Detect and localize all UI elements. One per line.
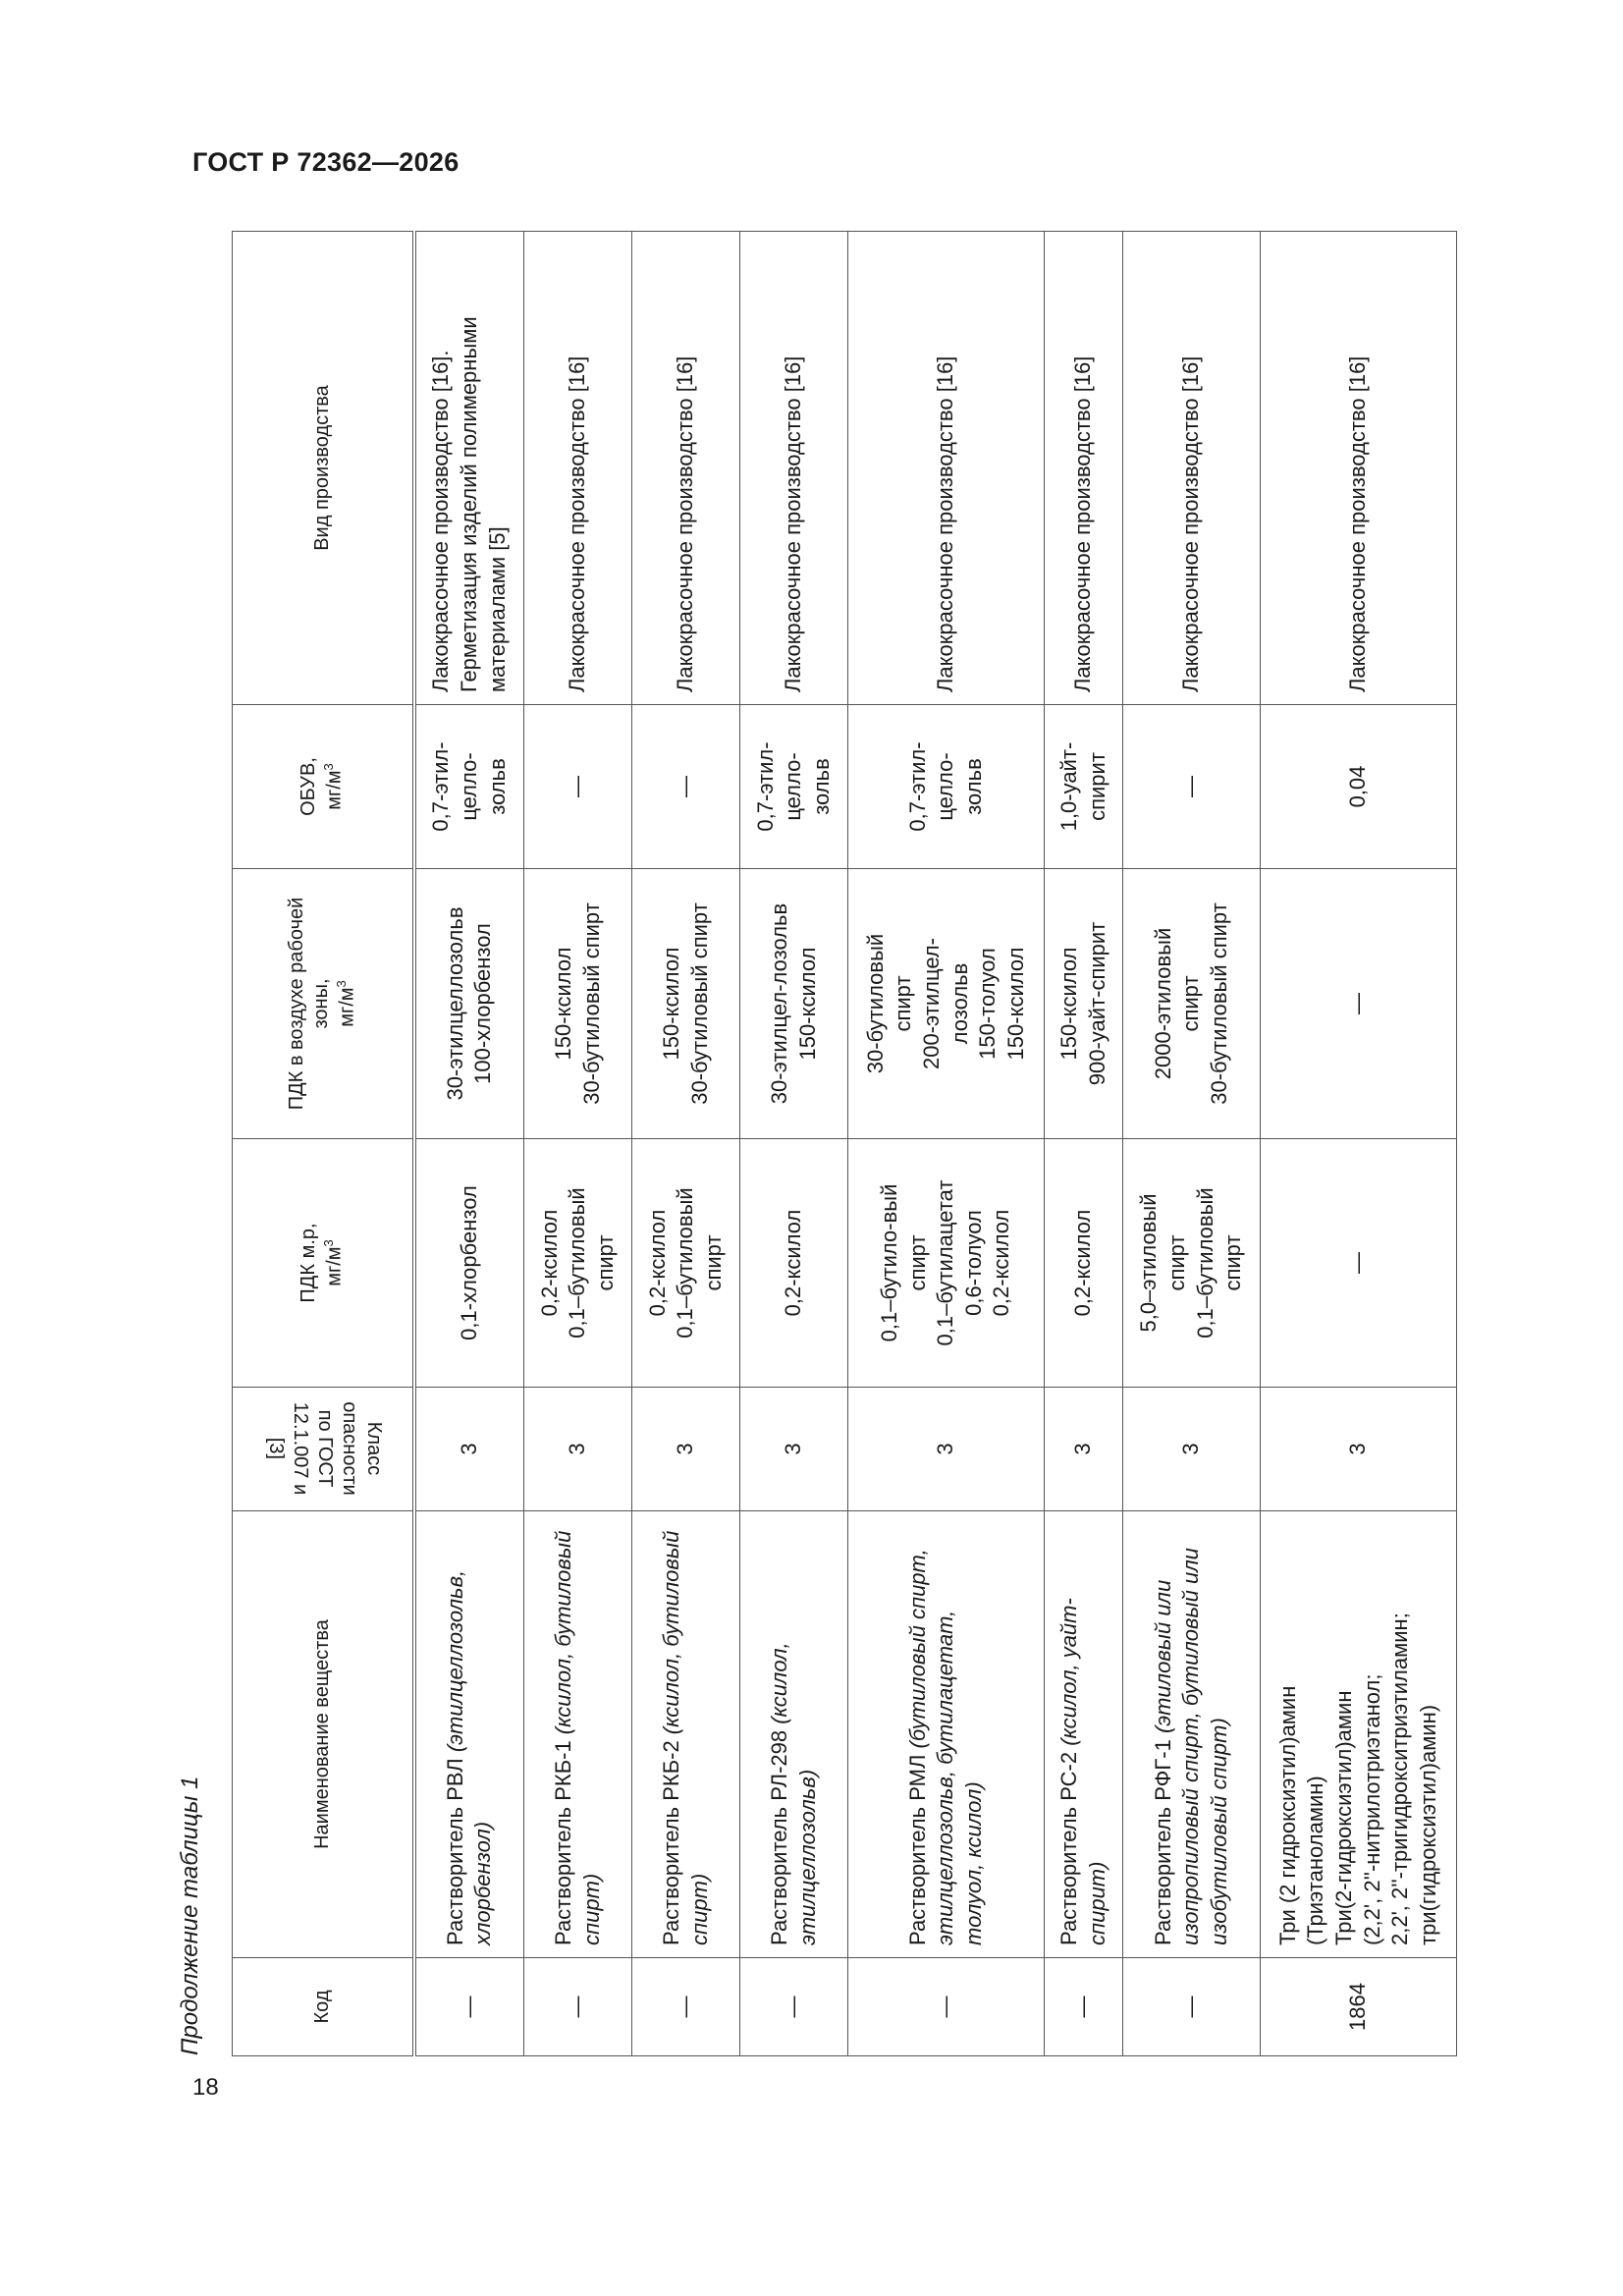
pdk-mr-line: спирт (1220, 1234, 1246, 1291)
pdk-mr-line: 5,0–этиловый (1136, 1193, 1162, 1333)
pdk-air-line: — (1345, 993, 1371, 1014)
header-pdk-air-label: ПДК в воздухе рабочей зоны, (285, 897, 332, 1111)
cell-hazard-class: 3 (1261, 1388, 1457, 1511)
cell-pdk-mr (414, 1139, 524, 1388)
cell-pdk-mr (848, 1139, 1045, 1388)
cell-hazard-class: 3 (1123, 1388, 1261, 1511)
pdk-air-line: 150-ксилол (658, 947, 683, 1061)
substance-components: (этилцеллозольв, хлорбензол) (442, 1569, 496, 1945)
substance-name: Растворитель РС-2 (1055, 1745, 1081, 1945)
obuv-line: зольв (808, 758, 834, 815)
header-obuv (233, 705, 414, 869)
cell-substance-name (1123, 1511, 1261, 1958)
cell-substance-name (414, 1511, 524, 1958)
cell-obuv (414, 705, 524, 869)
pdk-mr-line: 0,2-ксилол (536, 1209, 562, 1317)
table-row (632, 232, 740, 2056)
cell-pdk-air (524, 869, 632, 1139)
cell-production (1123, 232, 1261, 705)
header-production: Вид производства (233, 232, 414, 705)
pdk-mr-line: 0,1–бутиловый (673, 1187, 698, 1339)
cell-code: — (1123, 1958, 1261, 2056)
page-number: 18 (192, 2074, 219, 2101)
production-line: Лакокрасочное производство [16] (1178, 355, 1204, 692)
pdk-air-line: 900-уайт-спирит (1084, 921, 1109, 1086)
table-header-row (233, 232, 414, 2056)
production-line: Лакокрасочное производство [16] (1070, 355, 1096, 692)
cell-hazard-class: 3 (524, 1388, 632, 1511)
cell-production (1045, 232, 1123, 705)
production-line: Лакокрасочное производство [16] (933, 355, 958, 692)
pdk-air-line: 100-хлорбензол (470, 923, 496, 1084)
substance-components: (ксилол, этилцеллозольв) (766, 1642, 820, 1945)
cell-production (1261, 232, 1457, 705)
substance-name: Растворитель РКБ-2 (658, 1734, 683, 1945)
obuv-line: 1,0-уайт- (1055, 741, 1081, 832)
cell-obuv (1123, 705, 1261, 869)
pdk-mr-line: 0,1–бутиловый (1192, 1187, 1217, 1339)
production-line: Лакокрасочное производство [16] (1345, 355, 1371, 692)
pdk-mr-line: 0,1–бутиловый (565, 1187, 590, 1339)
pdk-mr-line: 0,1–бутилацетат (933, 1179, 958, 1346)
table-row (848, 232, 1045, 2056)
cell-pdk-air (1261, 869, 1457, 1139)
obuv-line: зольв (960, 758, 986, 815)
header-obuv-label: ОБУВ, (298, 757, 320, 816)
production-line: Лакокрасочное производство [16]. (428, 350, 454, 692)
pdk-air-line: 200-этилцел- (918, 938, 944, 1069)
pdk-air-line: 150-ксилол (1055, 947, 1081, 1061)
cell-pdk-mr (632, 1139, 740, 1388)
table-frame (232, 232, 1457, 2056)
cell-substance-name (740, 1511, 848, 1958)
substance-components: (бутиловый спирт, этилцеллозольв, бутилацетат, толуол, ксилол) (904, 1549, 986, 1945)
header-pdk-mr-unit (321, 1151, 348, 1375)
pdk-mr-line: спирт (592, 1234, 618, 1291)
document-header: ГОСТ Р 72362—2026 (192, 147, 460, 177)
substance-name-line: три(гидроксиэтил)амин) (1415, 1704, 1440, 1945)
cell-code: — (1045, 1958, 1123, 2056)
production-line: Герметизация изделий полимерными материалами [5] (456, 316, 510, 692)
cell-production (414, 232, 524, 705)
cell-code: 1864 (1261, 1958, 1457, 2056)
cell-obuv (524, 705, 632, 869)
substance-name: Растворитель РФГ-1 (1150, 1733, 1175, 1945)
unit-power: 3 (321, 763, 337, 771)
obuv-line: целло- (456, 752, 481, 821)
production-line: Лакокрасочное производство [16] (673, 355, 698, 692)
cell-hazard-class: 3 (1045, 1388, 1123, 1511)
pdk-air-line: 30-этилцеллозольв (442, 906, 467, 1101)
obuv-line: 0,7-этил- (904, 741, 930, 832)
substance-components: (ксилол, бутиловый спирт) (550, 1530, 604, 1945)
obuv-line: 0,04 (1345, 765, 1371, 808)
substance-name-line: Три(2-гидроксиэтил)амин (1330, 1690, 1356, 1945)
cell-pdk-air (632, 869, 740, 1139)
header-obuv-unit (321, 717, 348, 856)
pdk-mr-line: 0,2-ксилол (1070, 1209, 1096, 1317)
cell-hazard-class: 3 (848, 1388, 1045, 1511)
cell-hazard-class: 3 (632, 1388, 740, 1511)
cell-substance-name (848, 1511, 1045, 1958)
pdk-mr-line: 0,2-ксилол (781, 1209, 806, 1317)
table-row (740, 232, 848, 2056)
cell-substance-name (1261, 1511, 1457, 1958)
unit-text: мг/м (324, 1246, 347, 1286)
table-row (1045, 232, 1123, 2056)
production-line: Лакокрасочное производство [16] (565, 355, 590, 692)
header-pdk-air (233, 869, 414, 1139)
cell-hazard-class: 3 (740, 1388, 848, 1511)
header-pdk-air-unit (334, 881, 360, 1126)
cell-obuv (632, 705, 740, 869)
pdk-mr-line: спирт (904, 1234, 930, 1291)
cell-pdk-mr (1045, 1139, 1123, 1388)
substance-name-line: (2,2', 2''-нитрилотриэтанол; (1359, 1673, 1384, 1945)
obuv-line: — (565, 776, 590, 797)
header-hazard-class: Класс опасности по ГОСТ 12.1.007 и [3] (233, 1388, 414, 1511)
cell-code: — (848, 1958, 1045, 2056)
production-line: Лакокрасочное производство [16] (781, 355, 806, 692)
obuv-line: спирит (1084, 752, 1109, 821)
cell-obuv (1045, 705, 1123, 869)
hazard-substances-table (232, 231, 1457, 2056)
cell-hazard-class: 3 (414, 1388, 524, 1511)
pdk-air-line: 30-этилцел-лозольв (766, 902, 791, 1105)
cell-pdk-air (1045, 869, 1123, 1139)
cell-pdk-air (414, 869, 524, 1139)
unit-power: 3 (333, 980, 349, 988)
pdk-mr-line: 0,1–бутило-вый (877, 1183, 902, 1342)
rotated-table-wrapper (232, 232, 1457, 2056)
obuv-line: 0,7-этил- (428, 741, 454, 832)
header-code: Код (233, 1958, 414, 2056)
cell-code: — (632, 1958, 740, 2056)
cell-code: — (740, 1958, 848, 2056)
cell-substance-name (632, 1511, 740, 1958)
substance-name: Растворитель РКБ-1 (550, 1734, 575, 1945)
cell-pdk-mr (1261, 1139, 1457, 1388)
pdk-air-line: спирт (891, 975, 916, 1032)
cell-pdk-mr (740, 1139, 848, 1388)
cell-substance-name (1045, 1511, 1123, 1958)
pdk-air-line: 30-бутиловый спирт (1206, 902, 1231, 1105)
obuv-line: целло- (781, 752, 806, 821)
unit-text: мг/м (336, 987, 358, 1027)
pdk-mr-line: 0,1-хлорбензол (456, 1185, 481, 1340)
cell-pdk-air (740, 869, 848, 1139)
pdk-mr-line: 0,2-ксилол (989, 1209, 1014, 1317)
pdk-air-line: 150-толуол (975, 948, 1001, 1060)
substance-name: Растворитель РМЛ (904, 1748, 930, 1945)
pdk-air-line: 30-бутиловый (862, 933, 888, 1074)
cell-pdk-mr (524, 1139, 632, 1388)
cell-production (524, 232, 632, 705)
pdk-mr-line: 0,2-ксилол (644, 1209, 670, 1317)
substance-name-line: 2,2', 2''-тригидрокситриэтиламин; (1387, 1613, 1413, 1945)
substance-name-line: Три (2 гидроксиэтил)амин (1274, 1685, 1300, 1945)
substance-name: Растворитель РЛ-298 (766, 1723, 791, 1945)
cell-obuv (1261, 705, 1457, 869)
cell-substance-name (524, 1511, 632, 1958)
cell-pdk-air (848, 869, 1045, 1139)
pdk-air-line: 150-ксилол (1002, 947, 1028, 1061)
cell-production (740, 232, 848, 705)
header-pdk-mr (233, 1139, 414, 1388)
substance-components: (ксилол, уайт-спирит) (1055, 1598, 1109, 1945)
cell-production (632, 232, 740, 705)
pdk-air-line: 2000-этиловый (1150, 927, 1175, 1080)
pdk-air-line: 150-ксилол (550, 947, 575, 1061)
cell-code: — (524, 1958, 632, 2056)
unit-text: мг/м (324, 770, 347, 810)
table-body (414, 232, 1457, 2056)
cell-code: — (414, 1958, 524, 2056)
obuv-line: — (1178, 776, 1204, 797)
substance-name-line: (Триэтаноламин) (1303, 1776, 1328, 1945)
obuv-line: — (673, 776, 698, 797)
pdk-mr-line: спирт (700, 1234, 726, 1291)
cell-production (848, 232, 1045, 705)
table-row (524, 232, 632, 2056)
pdk-mr-line: — (1345, 1252, 1371, 1274)
pdk-air-line: 30-бутиловый спирт (686, 902, 712, 1105)
cell-obuv (848, 705, 1045, 869)
substance-components: (этиловый или изопропиловый спирт, бутиловый или изобутиловый спирт) (1150, 1548, 1231, 1945)
pdk-air-line: 150-ксилол (794, 947, 820, 1061)
pdk-air-line: 30-бутиловый спирт (578, 902, 604, 1105)
obuv-line: зольв (484, 758, 510, 815)
table-row (414, 232, 524, 2056)
pdk-mr-line: спирт (1163, 1234, 1189, 1291)
obuv-line: целло- (933, 752, 958, 821)
pdk-air-line: спирт (1178, 975, 1204, 1032)
table-row (1261, 232, 1457, 2056)
table-row (1123, 232, 1261, 2056)
pdk-air-line: лозольв (947, 962, 972, 1045)
substance-name: Растворитель РВЛ (442, 1752, 467, 1945)
cell-pdk-air (1123, 869, 1261, 1139)
cell-pdk-mr (1123, 1139, 1261, 1388)
cell-obuv (740, 705, 848, 869)
obuv-line: 0,7-этил- (752, 741, 778, 832)
header-name: Наименование вещества (233, 1511, 414, 1958)
header-pdk-mr-label: ПДК м.р, (298, 1223, 320, 1303)
table-continuation-label: Продолжение таблицы 1 (177, 1776, 203, 2055)
unit-power: 3 (321, 1239, 337, 1247)
substance-components: (ксилол, бутиловый спирт) (658, 1530, 712, 1945)
pdk-mr-line: 0,6-толуол (960, 1210, 986, 1316)
